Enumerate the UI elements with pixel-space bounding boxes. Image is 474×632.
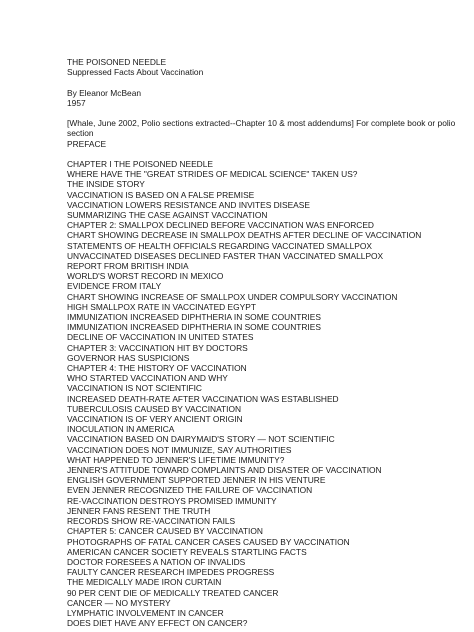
toc-entry: LYMPHATIC INVOLVEMENT IN CANCER xyxy=(67,607,224,618)
toc-entry: VACCINATION LOWERS RESISTANCE AND INVITES DISEASE xyxy=(67,199,310,210)
toc-entry: CHART SHOWING INCREASE OF SMALLPOX UNDER COMPULSORY VACCINATION xyxy=(67,291,398,302)
document-page xyxy=(67,57,467,628)
toc-entry: VACCINATION IS NOT SCIENTIFIC xyxy=(67,383,202,394)
toc-entry: DOES DIET HAVE ANY EFFECT ON CANCER? xyxy=(67,618,248,629)
preface-heading: PREFACE xyxy=(67,138,107,149)
toc-entry: CHAPTER 4: THE HISTORY OF VACCINATION xyxy=(67,363,247,374)
toc-entry: JENNER FANS RESENT THE TRUTH xyxy=(67,505,211,516)
toc-entry: VACCINATION DOES NOT IMMUNIZE, SAY AUTHORITIES xyxy=(67,444,292,455)
toc-entry: DOCTOR FORESEES A NATION OF INVALIDS xyxy=(67,556,246,567)
toc-entry: INCREASED DEATH-RATE AFTER VACCINATION WAS ESTABLISHED xyxy=(67,393,339,404)
toc-entry: HIGH SMALLPOX RATE IN VACCINATED EGYPT xyxy=(67,301,256,312)
toc-entry: EVEN JENNER RECOGNIZED THE FAILURE OF VACCINATION xyxy=(67,485,313,496)
publication-year: 1957 xyxy=(67,97,86,108)
toc-entry: AMERICAN CANCER SOCIETY REVEALS STARTLING FACTS xyxy=(67,546,307,557)
toc-entry: RE-VACCINATION DESTROYS PROMISED IMMUNITY xyxy=(67,495,277,506)
toc-entry: WHO STARTED VACCINATION AND WHY xyxy=(67,373,228,384)
toc-entry: DECLINE OF VACCINATION IN UNITED STATES xyxy=(67,332,254,343)
spacer xyxy=(67,77,467,87)
toc-entry: VACCINATION BASED ON DAIRYMAID'S STORY — NOT SCIENTIFIC xyxy=(67,434,335,445)
toc-entry: CHAPTER 2: SMALLPOX DECLINED BEFORE VACCINATION WAS ENFORCED xyxy=(67,220,374,231)
toc-entry: CHART SHOWING DECREASE IN SMALLPOX DEATHS AFTER DECLINE OF VACCINATION xyxy=(67,230,422,241)
author-line: By Eleanor McBean xyxy=(67,87,142,98)
toc-entry: UNVACCINATED DISEASES DECLINED FASTER THAN VACCINATED SMALLPOX xyxy=(67,250,384,261)
table-of-contents xyxy=(67,159,467,628)
toc-entry: TUBERCULOSIS CAUSED BY VACCINATION xyxy=(67,403,242,414)
toc-entry: IMMUNIZATION INCREASED DIPHTHERIA IN SOME COUNTRIES xyxy=(67,322,321,333)
toc-entry: THE MEDICALLY MADE IRON CURTAIN xyxy=(67,577,222,588)
toc-entry: INOCULATION IN AMERICA xyxy=(67,424,175,435)
toc-entry: REPORT FROM BRITISH INDIA xyxy=(67,261,189,272)
toc-entry: CHAPTER 5: CANCER CAUSED BY VACCINATION xyxy=(67,526,263,537)
toc-entry: ENGLISH GOVERNMENT SUPPORTED JENNER IN HIS VENTURE xyxy=(67,475,326,486)
toc-entry: WHERE HAVE THE "GREAT STRIDES OF MEDICAL SCIENCE" TAKEN US? xyxy=(67,169,358,180)
toc-entry: PHOTOGRAPHS OF FATAL CANCER CASES CAUSED BY VACCINATION xyxy=(67,536,350,547)
spacer xyxy=(67,108,467,118)
toc-entry: FAULTY CANCER RESEARCH IMPEDES PROGRESS xyxy=(67,567,275,578)
toc-entry: THE INSIDE STORY xyxy=(67,179,145,190)
toc-entry: RECORDS SHOW RE-VACCINATION FAILS xyxy=(67,516,236,527)
document-title: THE POISONED NEEDLE xyxy=(67,57,167,67)
toc-entry: STATEMENTS OF HEALTH OFFICIALS REGARDING VACCINATED SMALLPOX xyxy=(67,240,372,251)
toc-entry: CHAPTER I THE POISONED NEEDLE xyxy=(67,158,213,169)
toc-entry: IMMUNIZATION INCREASED DIPHTHERIA IN SOME COUNTRIES xyxy=(67,312,321,323)
toc-entry: CANCER — NO MYSTERY xyxy=(67,597,171,608)
toc-entry: WHAT HAPPENED TO JENNER'S LIFETIME IMMUNITY? xyxy=(67,454,285,465)
toc-entry: SUMMARIZING THE CASE AGAINST VACCINATION xyxy=(67,210,268,220)
toc-entry: VACCINATION IS BASED ON A FALSE PREMISE xyxy=(67,189,255,200)
toc-entry: GOVERNOR HAS SUSPICIONS xyxy=(67,352,190,363)
toc-entry: EVIDENCE FROM ITALY xyxy=(67,281,162,292)
editor-note: [Whale, June 2002, Polio sections extracted--Chapter 10 & most addendums] For complete book or polio section xyxy=(67,118,456,139)
toc-entry: 90 PER CENT DIE OF MEDICALLY TREATED CANCER xyxy=(67,587,279,598)
toc-entry: WORLD'S WORST RECORD IN MEXICO xyxy=(67,271,224,282)
document-subtitle: Suppressed Facts About Vaccination xyxy=(67,67,204,78)
toc-entry: JENNER'S ATTITUDE TOWARD COMPLAINTS AND DISASTER OF VACCINATION xyxy=(67,465,382,476)
toc-entry: CHAPTER 3: VACCINATION HIT BY DOCTORS xyxy=(67,342,248,353)
toc-entry: VACCINATION IS OF VERY ANCIENT ORIGIN xyxy=(67,414,243,425)
